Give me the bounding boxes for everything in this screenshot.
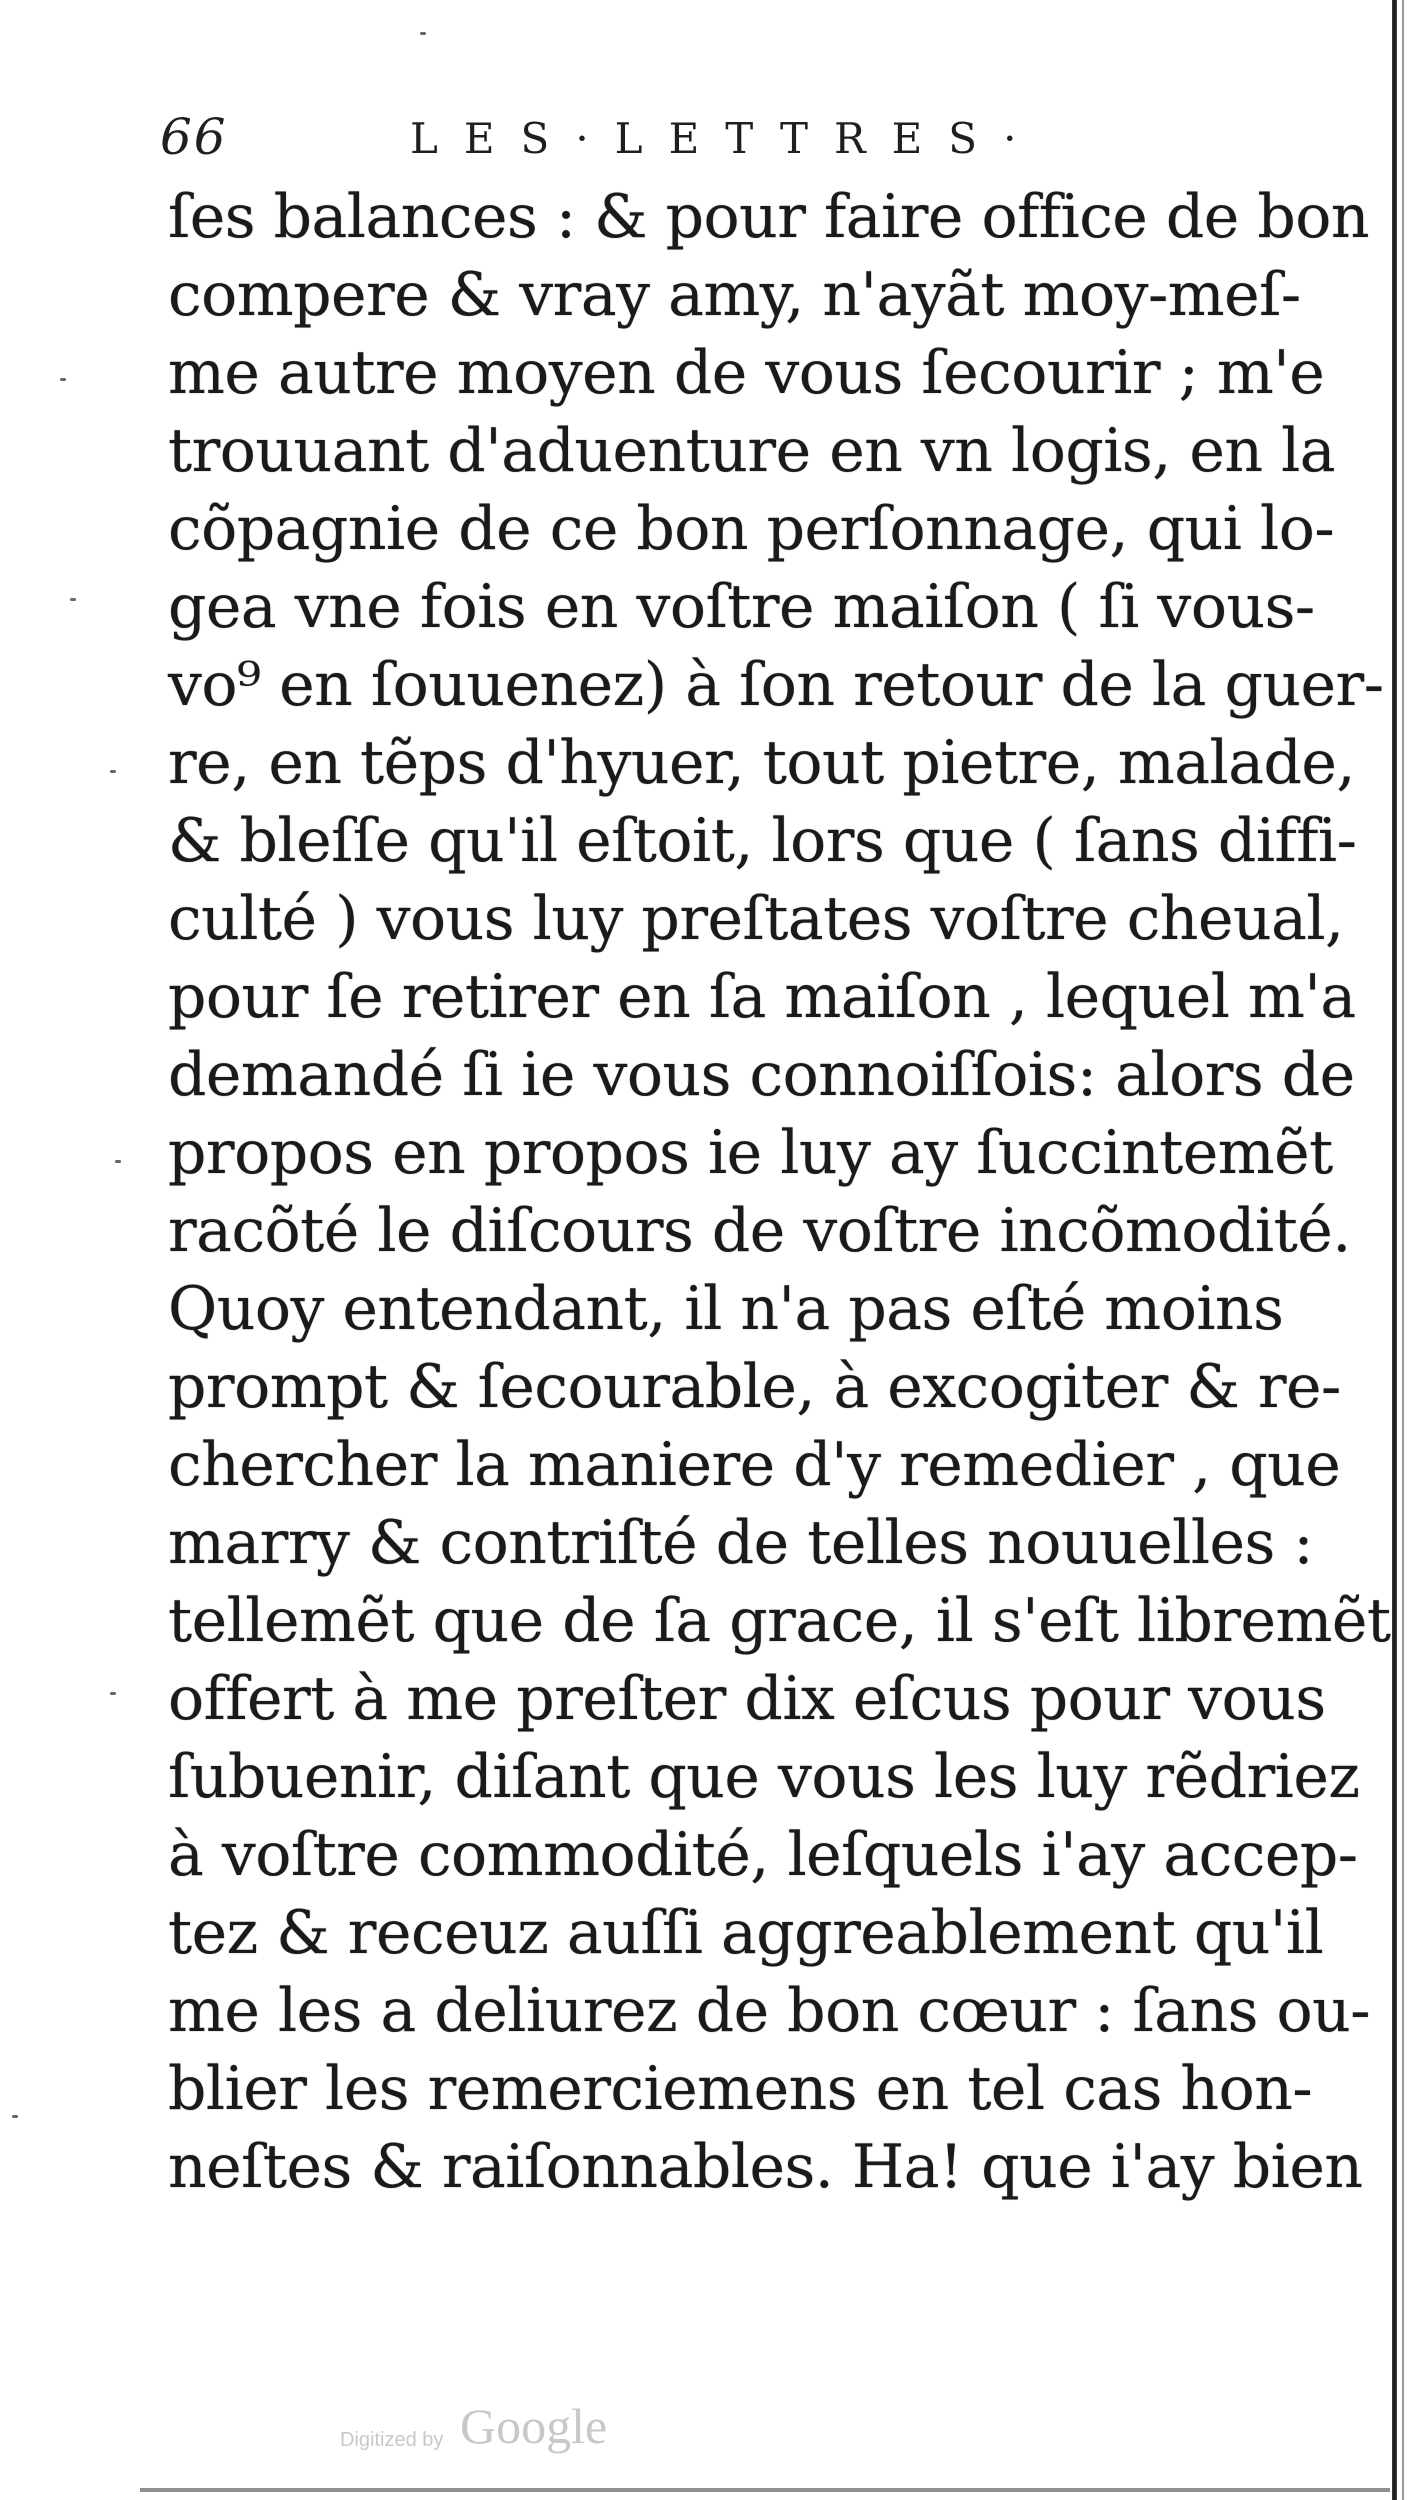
- text-line: trouuant d'aduenture en vn logis, en la: [168, 416, 1336, 486]
- text-line: Quoy entendant, il n'a pas eſté moins: [168, 1274, 1284, 1344]
- text-line: compere & vray amy, n'ayãt moy-meſ-: [168, 260, 1301, 330]
- text-line: prompt & ſecourable, à excogiter & re-: [168, 1352, 1341, 1422]
- text-line: demandé ſi ie vous connoiſſois: alors de: [168, 1040, 1355, 1110]
- text-line: blier les remerciemens en tel cas hon-: [168, 2054, 1313, 2124]
- ink-speck: [110, 770, 116, 773]
- text-line: chercher la maniere d'y remedier , que: [168, 1430, 1341, 1500]
- page-number: 66: [160, 108, 228, 166]
- text-line: ſubuenir, diſant que vous les luy rẽdriez: [168, 1742, 1360, 1812]
- text-line: vo⁹ en ſouuenez) à ſon retour de la guer-: [168, 650, 1384, 720]
- text-line: pour ſe retirer en ſa maiſon , lequel m'a: [168, 962, 1356, 1032]
- page-header: [160, 108, 1060, 178]
- text-line: me autre moyen de vous ſecourir ; m'e: [168, 338, 1325, 408]
- ink-speck: [115, 1160, 121, 1163]
- google-logo: Google: [460, 2398, 608, 2454]
- binding-edge: [1392, 0, 1397, 2500]
- text-line: culté ) vous luy preſtates voſtre cheual,: [168, 884, 1344, 954]
- text-line: ſes balances : & pour faire office de bon: [168, 182, 1370, 252]
- text-line: gea vne fois en voſtre maiſon ( ſi vous-: [168, 572, 1315, 642]
- text-line: me les a deliurez de bon cœur : ſans ou-: [168, 1976, 1371, 2046]
- text-line: tez & receuz auſſi aggreablement qu'il: [168, 1898, 1324, 1968]
- text-line: tellemẽt que de ſa grace, il s'eſt libremẽt: [168, 1586, 1391, 1656]
- watermark-prefix: Digitized by: [340, 2429, 444, 2451]
- ink-speck: [60, 378, 66, 381]
- running-title: LES·LETTRES·: [410, 114, 1043, 163]
- text-line: marry & contriſté de telles nouuelles :: [168, 1508, 1314, 1578]
- digitized-watermark: [340, 2395, 740, 2465]
- text-line: re, en tẽps d'hyuer, tout pietre, malade,: [168, 728, 1355, 798]
- text-line: à voſtre commodité, leſquels i'ay accep-: [168, 1820, 1358, 1890]
- text-line: cõpagnie de ce bon perſonnage, qui lo-: [168, 494, 1335, 564]
- text-line: propos en propos ie luy ay ſuccintemẽt: [168, 1118, 1333, 1188]
- ink-speck: [70, 598, 76, 601]
- body-text: [168, 178, 1391, 2206]
- ink-speck: [420, 32, 426, 35]
- ink-speck: [110, 1692, 116, 1695]
- binding-edge-shadow: [1402, 0, 1404, 2500]
- text-line: neſtes & raiſonnables. Ha! que i'ay bien: [168, 2132, 1363, 2202]
- text-line: & bleſſe qu'il eſtoit, lors que ( ſans diffi-: [168, 806, 1357, 876]
- page-bottom-edge: [140, 2488, 1390, 2492]
- ink-speck: [12, 2115, 18, 2118]
- text-line: offert à me preſter dix eſcus pour vous: [168, 1664, 1326, 1734]
- text-line: racõté le diſcours de voſtre incõmodité.: [168, 1196, 1351, 1266]
